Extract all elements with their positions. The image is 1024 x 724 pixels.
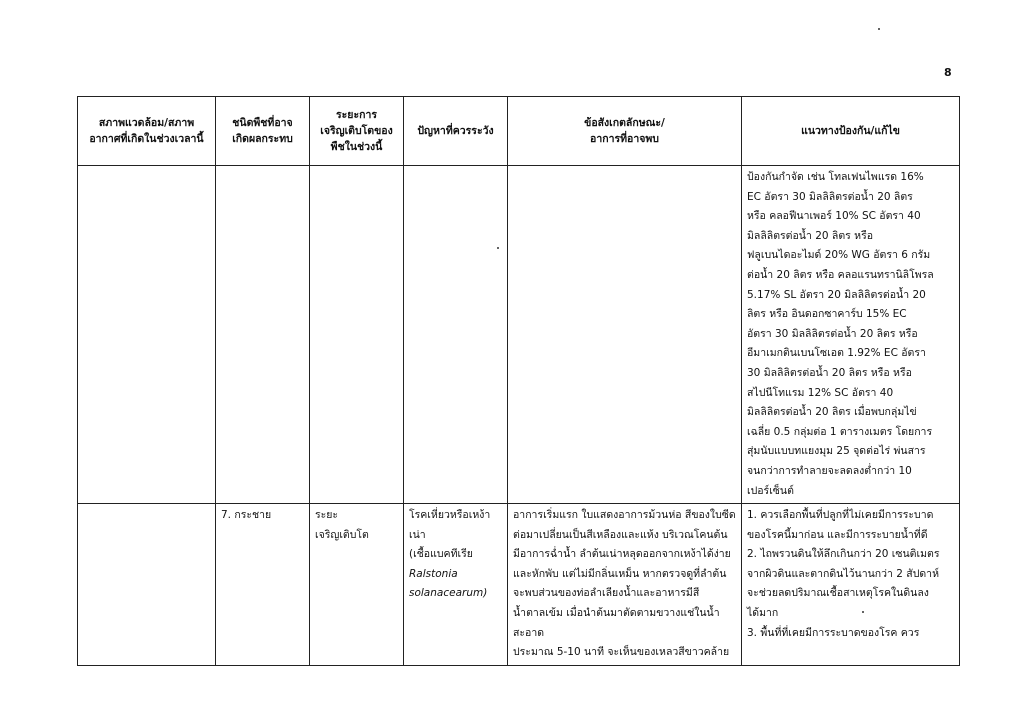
scan-speck <box>862 611 864 613</box>
problem-name: โรคเหี่ยวหรือเหง้าเน่า (เชื้อแบคทีเรีย <box>409 509 491 561</box>
cell-problem <box>404 166 508 504</box>
scan-speck <box>878 28 880 30</box>
header-symptoms: ข้อสังเกตลักษณะ/ อาการที่อาจพบ <box>508 97 742 166</box>
cell-environment <box>78 504 216 666</box>
cell-symptoms: อาการเริ่มแรก ใบแสดงอาการม้วนห่อ สีของใบซีด ต่อมาเปลี่ยนเป็นสีเหลืองและแห้ง บริเวณโคนต้น มีอาการฉ่ำน้ำ ลำต้นเน่าหลุดออกจากเหง้าได้ง่าย และหักพับ แต่ไม่มีกลิ่นเหม็น หากตรวจดูที่ลำต้น จะพบส่วนของท่อลำเลียงน้ำและอาหารมีสี น้ำตาลเข้ม เมื่อนำต้นมาตัดตามขวางแช่ในน้ำสะอาด ประมาณ 5-10 นาที จะเห็นของเหลวสีขาวคล้าย <box>508 504 742 666</box>
table-row <box>78 504 960 666</box>
header-affected-crop: ชนิดพืชที่อาจ เกิดผลกระทบ <box>216 97 310 166</box>
cell-symptoms <box>508 166 742 504</box>
header-prevention: แนวทางป้องกัน/แก้ไข <box>742 97 960 166</box>
cell-prevention: 1. ควรเลือกพื้นที่ปลูกที่ไม่เคยมีการระบาด ของโรคนี้มาก่อน และมีการระบายน้ำที่ดี 2. ไถพรวนดินให้ลึกเกินกว่า 20 เซนติเมตร จากผิวดินและตากดินไว้นานกว่า 2 สัปดาห์ จะช่วยลดปริมาณเชื้อสาเหตุโรคในดินลง ได้มาก 3. พื้นที่ที่เคยมีการระบาดของโรค ควร <box>742 504 960 666</box>
cell-crop: 7. กระชาย <box>216 504 310 666</box>
table-row <box>78 166 960 504</box>
cell-environment <box>78 166 216 504</box>
scan-speck <box>497 247 499 249</box>
cell-stage <box>310 166 404 504</box>
crop-problem-table <box>77 96 960 666</box>
cell-problem <box>404 504 508 666</box>
header-environment: สภาพแวดล้อม/สภาพ อากาศที่เกิดในช่วงเวลานี้ <box>78 97 216 166</box>
problem-scientific-name: Ralstonia solanacearum) <box>409 567 488 600</box>
table-header-row <box>78 97 960 166</box>
page-number: 8 <box>944 66 952 79</box>
header-growth-stage: ระยะการ เจริญเติบโตของ พืชในช่วงนี้ <box>310 97 404 166</box>
cell-prevention: ป้องกันกำจัด เช่น โทลเฟนไพแรด 16% EC อัตรา 30 มิลลิลิตรต่อน้ำ 20 ลิตร หรือ คลอฟีนาเพอร์ 10% SC อัตรา 40 มิลลิลิตรต่อน้ำ 20 ลิตร หรือ ฟลูเบนไดอะไมด์ 20% WG อัตรา 6 กรัม ต่อน้ำ 20 ลิตร หรือ คลอแรนทรานิลิโพรล 5.17% SL อัตรา 20 มิลลิลิตรต่อน้ำ 20 ลิตร หรือ อินดอกซาคาร์บ 15% EC อัตรา 30 มิลลิลิตรต่อน้ำ 20 ลิตร หรือ อีมาเมกตินเบนโซเอต 1.92% EC อัตรา 30 มิลลิลิตรต่อน้ำ 20 ลิตร หรือ หรือ สไปนีโทแรม 12% SC อัตรา 40 มิลลิลิตรต่อน้ำ 20 ลิตร เมื่อพบกลุ่มไข่ เฉลี่ย 0.5 กลุ่มต่อ 1 ตารางเมตร โดยการ สุ่มนับแบบทแยงมุม 25 จุดต่อไร่ พ่นสาร จนกว่าการทำลายจะลดลงต่ำกว่า 10 เปอร์เซ็นต์ <box>742 166 960 504</box>
header-problem: ปัญหาที่ควรระวัง <box>404 97 508 166</box>
cell-crop <box>216 166 310 504</box>
cell-stage: ระยะ เจริญเติบโต <box>310 504 404 666</box>
